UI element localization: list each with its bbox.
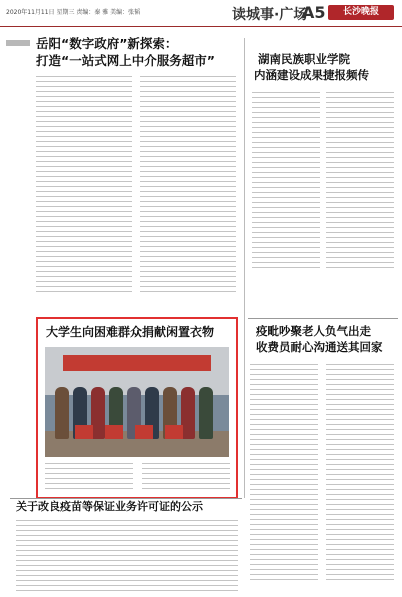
headline-digital-gov-line1: 岳阳“数字政府”新探索： <box>36 36 178 51</box>
headline-covid-line2: 收费员耐心沟通送其回家 <box>256 340 383 354</box>
headline-notice: 关于改良疫苗等保证业务许可证的公示 <box>16 500 203 513</box>
headline-digital-gov-line2: 打造“一站式网上中介服务超市” <box>36 53 215 68</box>
article-body-students-col1 <box>45 463 133 493</box>
article-body-lake-col1 <box>252 92 320 272</box>
article-body-covid-col2 <box>326 364 394 584</box>
headline-lake-line2: 内涵建设成果捷报频传 <box>254 68 369 82</box>
section-divider <box>248 318 398 319</box>
notice-body <box>16 520 238 595</box>
headline-covid-line1: 疫毗吵聚老人负气出走 <box>256 324 371 338</box>
article-body-covid-col1 <box>250 364 318 584</box>
newspaper-logo: 长沙晚报 <box>328 5 394 20</box>
article-body-digital-gov-col2 <box>140 76 236 296</box>
notice-header <box>0 499 240 517</box>
headline-students: 大学生向困难群众捐献闲置衣物 <box>46 325 215 339</box>
article-photo <box>45 347 229 457</box>
page-number: A5 <box>302 3 326 22</box>
page-header <box>0 0 402 27</box>
column-divider <box>244 38 245 498</box>
highlighted-article <box>36 317 238 499</box>
article-body-students-col2 <box>142 463 230 493</box>
article-top-bar <box>6 40 30 46</box>
date-line: 2020年11月11日 星期三 责编：秦 雅 美编：张韬 <box>6 9 141 16</box>
article-body-digital-gov-col1 <box>36 76 132 296</box>
headline-lake-line1: 湖南民族职业学院 <box>258 52 350 66</box>
section-title: 读城事·广场 <box>232 7 308 23</box>
article-body-lake-col2 <box>326 92 394 272</box>
